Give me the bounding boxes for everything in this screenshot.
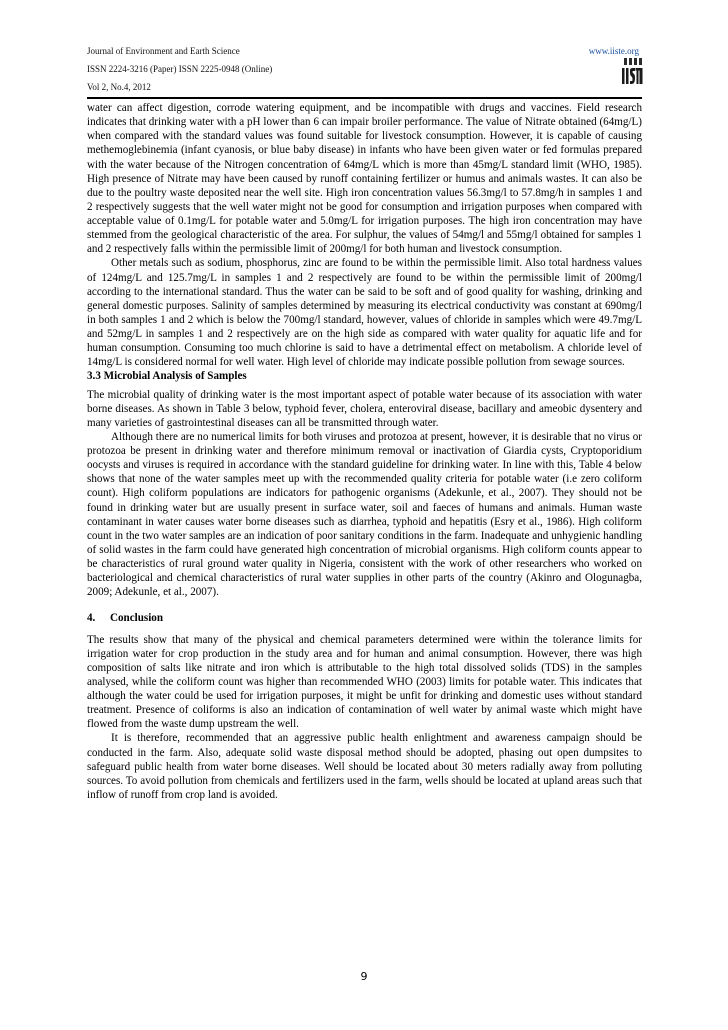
section-heading-3-3: 3.3 Microbial Analysis of Samples (87, 370, 247, 383)
paragraph-microbial-quality: The microbial quality of drinking water is the most important aspect of potable water because of its association with water borne diseases. As shown in Table 3 below, typhoid fever, cholera, enteroviral disease, bacillary and ameobic dysentery and many varieties of gastrointestinal diseases can all be transmitted through water. (87, 388, 642, 429)
journal-volume: Vol 2, No.4, 2012 (87, 82, 151, 92)
section-number: 4. (87, 612, 96, 625)
paragraph-viruses-protozoa: Although there are no numerical limits for both viruses and protozoa at present, however, it is desirable that no virus or protozoa be present in drinking water and therefore minimum removal or inactivation of Giardia cysts, Cryptoporidium oocysts and viruses is required in accordance with the standard guideline for drinking water. In line with this, Table 4 below shows that none of the water samples meet up with the recommended quality criteria for potable water (i.e zero coliform count). High coliform populations are indicators for pathogenic organisms (Adekunle, et al., 2007). They should not be found in drinking water but are usually present in surface water, soil and faeces of humans and animals. Human waste contaminant in water causes water borne diseases such as diarrhea, typhoid and hepatitis (Esry et al., 1986). High coliform count in the two water samples are an indication of poor sanitary conditions in the farm. Inadequate and unhygienic handling of solid wastes in the farm could have generated high concentration of microbial organisms. High coliform counts appear to be characteristics of rural ground water quality in Nigeria, consistent with the work of other researchers who worked on bacteriological and chemical characteristics of rural water supplies in other parts of the country (Akinro and Ologunagba, 2009; Adekunle, et al., 2007). (87, 430, 642, 599)
paragraph-conclusion-results: The results show that many of the physical and chemical parameters determined were within the tolerance limits for irrigation water for crop production in the study area and for human and animal consumption. However, there was high composition of salts like nitrate and iron which is attributable to the high total dissolved solids (TDS) in the samples analysed, while the coliform count was higher than recommended WHO (2003) limits for potable water. This indicates that although the water could be used for irrigation purposes, it might be unfit for drinking and domestic uses without standard treatment. Presence of coliforms is also an indication of contamination of well water by animal waste which might have flowed from the waste dump upstream the well. (87, 633, 642, 731)
paragraph-recommendation: It is therefore, recommended that an aggressive public health enlightment and awareness campaign should be conducted in the farm. Also, adequate solid waste disposal method should be adopted, phasing out open dumpsites to safeguard public health from water borne diseases. Well should be located about 30 meters radially away from polluting sources. To avoid pollution from chemicals and fertilizers used in the farm, wells should be located at upland areas such that inflow of runoff from crop land is avoided. (87, 732, 642, 801)
journal-issn: ISSN 2224-3216 (Paper) ISSN 2225-0948 (Online) (87, 64, 273, 74)
journal-url-link[interactable]: www.iiste.org (588, 46, 639, 56)
article-body (87, 101, 642, 802)
journal-name: Journal of Environment and Earth Science (87, 46, 240, 56)
section-title: Conclusion (110, 612, 164, 625)
paragraph-other-metals: Other metals such as sodium, phosphorus, zinc are found to be within the permissible limit. Also total hardness values of 124mg/L and 125.7mg/L in samples 1 and 2 respectively are found to be within the permissible limit of 200mg/l according to the international standard. Thus the water can be said to be soft and of good quality for washing, drinking and general domestic purposes. Salinity of samples determined by measuring its electrical conductivity was constant at 690mg/l in both samples 1 and 2 which is below the 700mg/l standard, however, values of chloride in samples which were 49.7mg/L and 52mg/L in samples 1 and 2 respectively are on the high side as compared with water quality for aquatic life and for human consumption. Consuming too much chlorine is said to have a detrimental effect on metabolism. A chloride level of 14mg/L is considered normal for well water. High level of chloride may indicate possible pollution from sewage sources. (87, 257, 642, 369)
header-rule (87, 97, 642, 99)
paragraph-nitrate-iron: water can affect digestion, corrode watering equipment, and be incompatible with drugs and vaccines. Field research indicates that drinking water with a pH lower than 6 can impair broiler performance. The value of Nitrate obtained (64mg/L) when compared with the standard values was found suitable for livestock consumption. However, it is capable of causing methemoglebinemia (infant cyanosis, or blue baby disease) in infants who have been given water or fed formulas prepared with the water because of the Nitrogen concentration of 64mg/L which is more than 45mg/L standard limit (WHO, 1985). High presence of Nitrate may have been caused by runoff containing fertilizer or humus and animals wastes. It can also be due to the poultry waste deposited near the well site. High iron concentration values 56.3mg/l to 57.8mg/h in samples 1 and 2 respectively suggests that the well water might not be good for consumption and irrigation purposes when compared with acceptable value of 0.1mg/L for potable water and 5.0mg/L for irrigation purposes. The high iron concentration may have stemmed from the geological characteristic of the area. For sulphur, the values of 54mg/l and 55mg/l obtained for samples 1 and 2 respectively falls within the permissible limit of 200mg/l for both human and livestock consumption. (87, 102, 642, 256)
iiste-logo (621, 58, 643, 86)
section-heading-4 (87, 611, 642, 625)
page-number: 9 (360, 970, 368, 983)
